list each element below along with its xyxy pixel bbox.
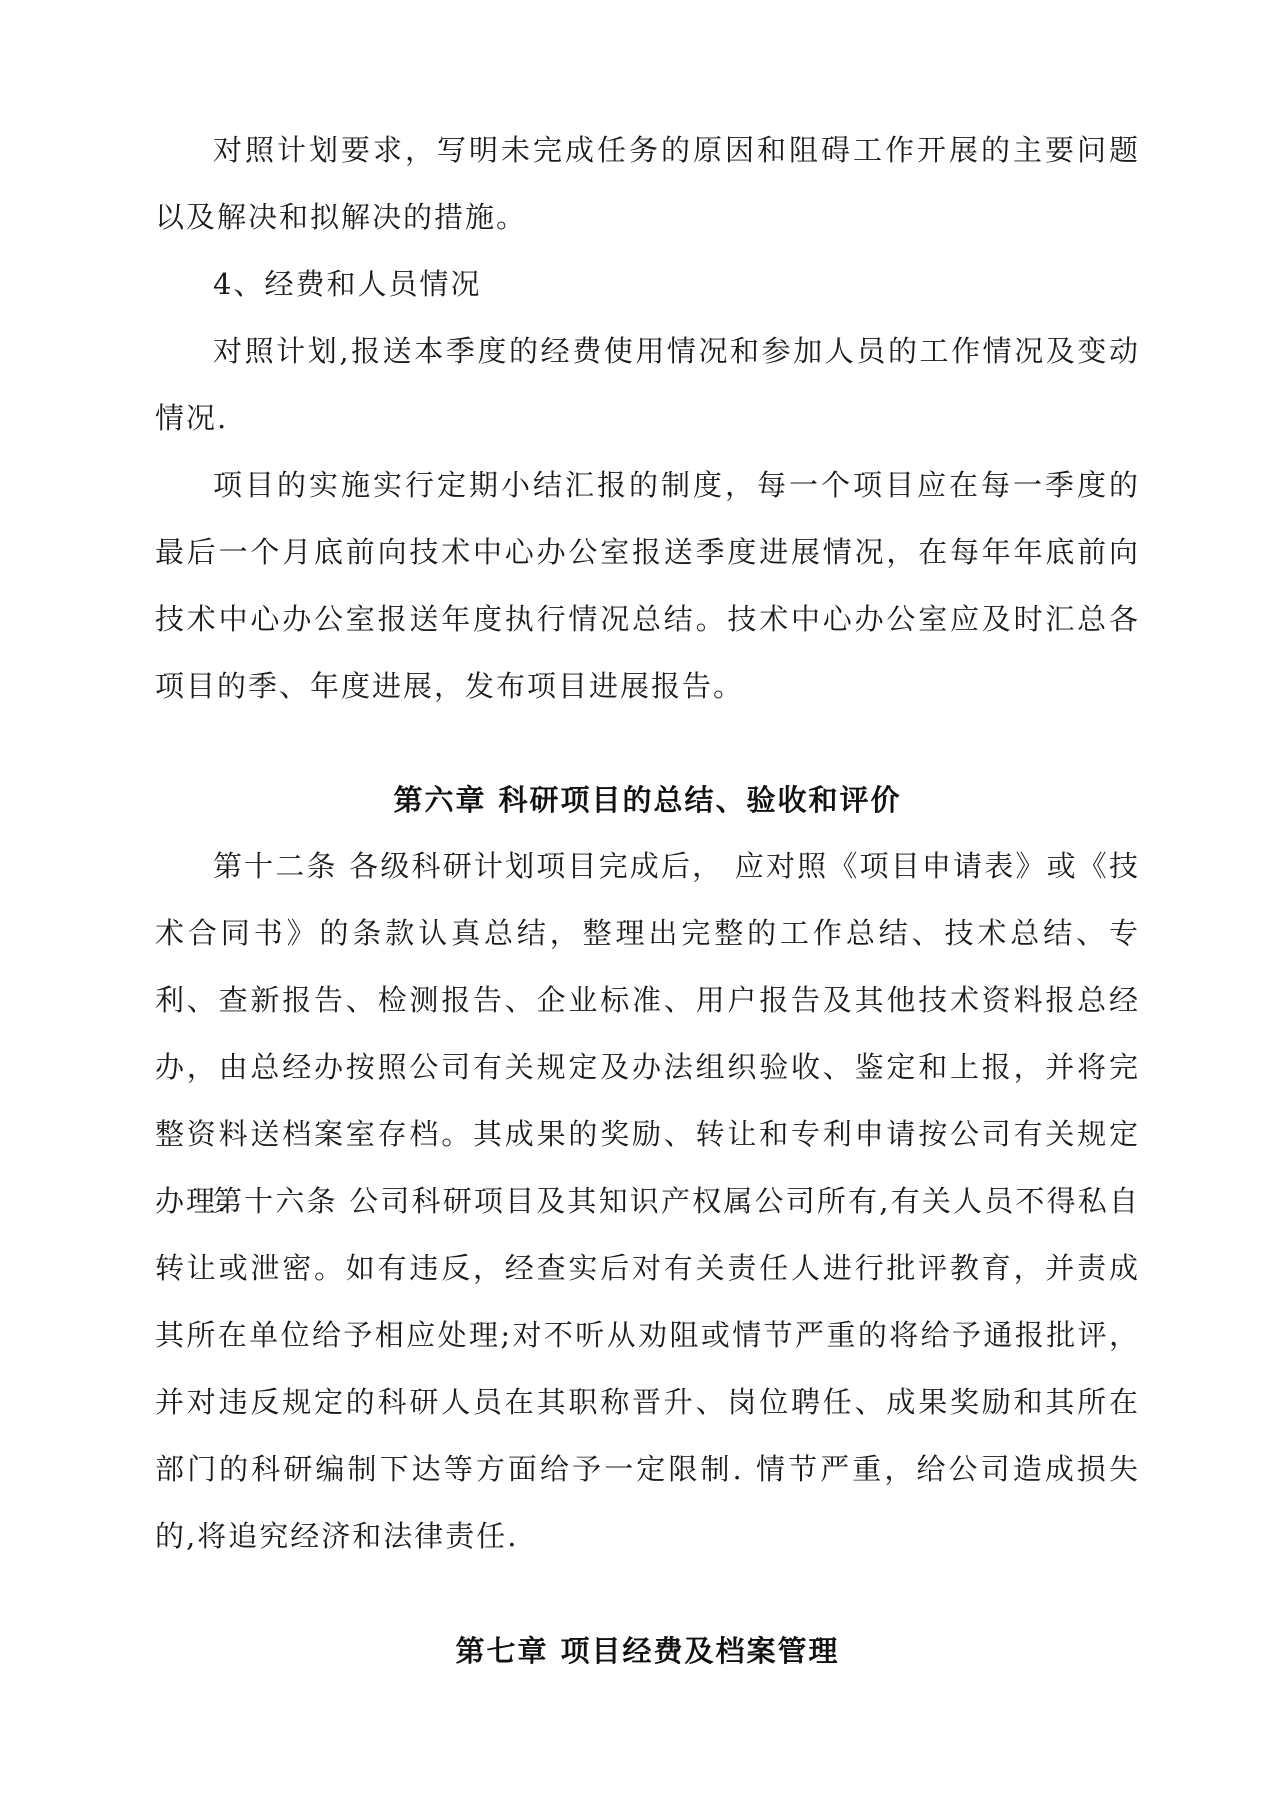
paragraph-article-12: 第十二条 各级科研计划项目完成后， 应对照《项目申请表》或《技术合同书》的条款认真总结，整理出完整的工作总结、技术总结、专利、查新报告、检测报告、企业标准、用户报告及其他技术资料报总经办，由总经办按照公司有关规定及办法组织验收、鉴定和上报，并将完整资料送档案室存档。其成果的奖励、转让和专利申请按公司有关规定办理. [155,849,1140,1218]
paragraph-article-16: 第十六条 公司科研项目及其知识产权属公司所有,有关人员不得私自转让或泄密。如有违反，经查实后对有关责任人进行批评教育，并责成其所在单位给予相应处理;对不听从劝阻或情节严重的将给予通报批评，并对违反规定的科研人员在其职称晋升、岗位聘任、成果奖励和其所在部门的科研编制下达等方面给予一定限制. 情节严重，给公司造成损失的,将追究经济和法律责任. [155,1184,1140,1553]
chapter-6-heading: 第六章 科研项目的总结、验收和评价 [393,783,902,817]
chapter-7-heading: 第七章 项目经费及档案管理 [455,1634,840,1668]
paragraph-periodic-reporting: 项目的实施实行定期小结汇报的制度，每一个项目应在每一季度的最后一个月底前向技术中心办公室报送季度进展情况，在每年年底前向技术中心办公室报送年度执行情况总结。技术中心办公室应及时汇总各项目的季、年度进展，发布项目进展报告。 [155,468,1140,703]
paragraph-funding-personnel: 对照计划,报送本季度的经费使用情况和参加人员的工作情况及变动情况. [155,334,1140,435]
paragraph-unfinished-tasks: 对照计划要求，写明未完成任务的原因和阻碍工作开展的主要问题以及解决和拟解决的措施。 [155,133,1140,234]
paragraph-funding-personnel-title: 4、经费和人员情况 [213,267,482,301]
